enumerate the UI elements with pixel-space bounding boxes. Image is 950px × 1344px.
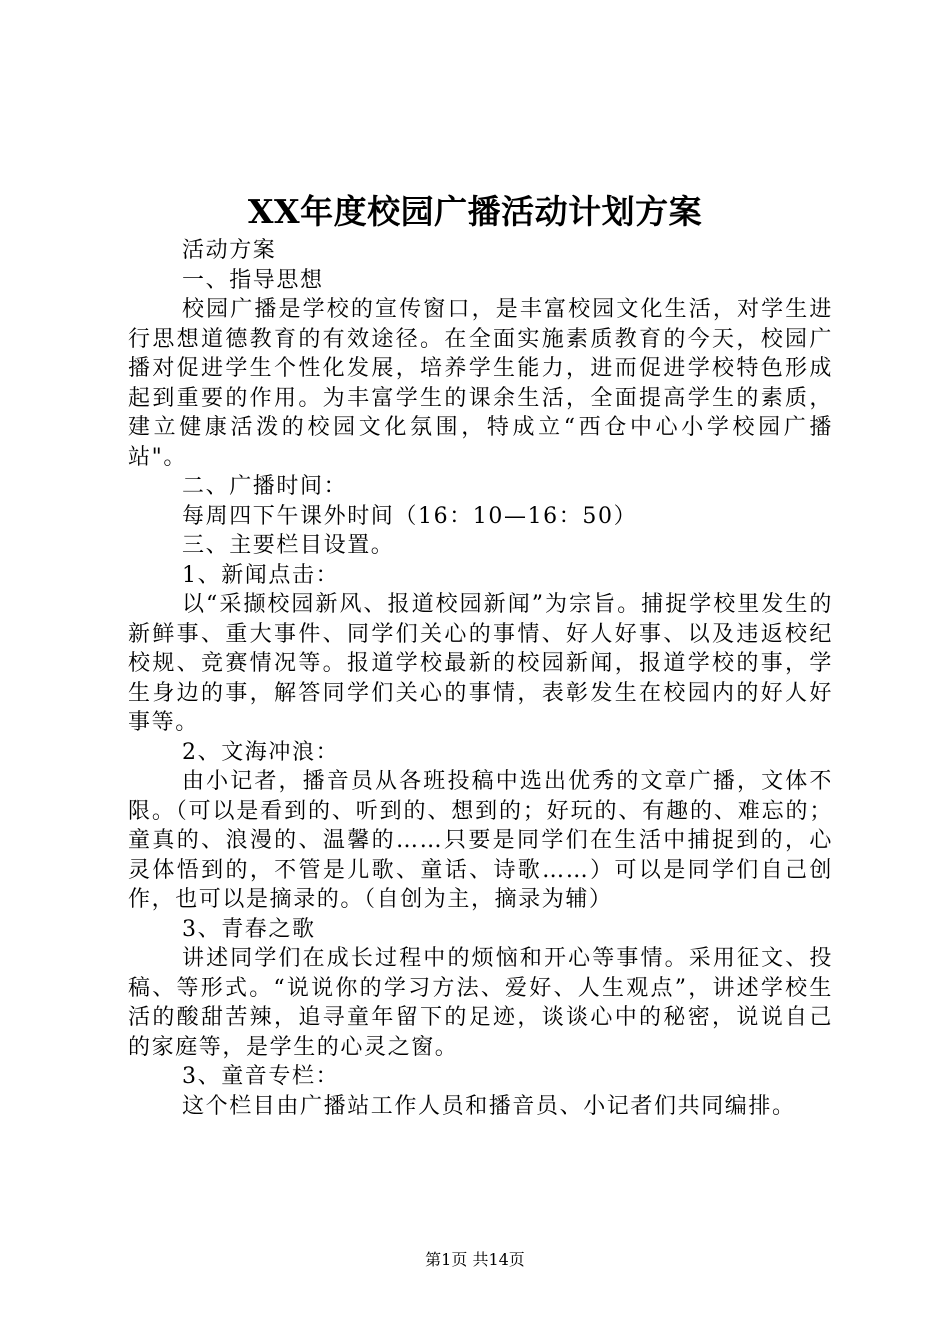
paragraph-literary-surf: 由小记者，播音员从各班投稿中选出优秀的文章广播，文体不限。（可以是看到的、听到的、想到的；好玩的、有趣的、难忘的；童真的、浪漫的、温馨的……只要是同学们在生活中捕捉到的，心灵体悟到的，不管是儿歌、童话、诗歌……）可以是同学们自己创作，也可以是摘录的。（自创为主，摘录为辅） (128, 769, 833, 912)
heading-guiding-ideology: 一、指导思想 (182, 267, 324, 293)
paragraph-children-voice: 这个栏目由广播站工作人员和播音员、小记者们共同编排。 (182, 1093, 796, 1119)
section-label: 活动方案 (182, 238, 277, 263)
document-body (128, 236, 833, 1121)
heading-literary-surf: 2、文海冲浪： (182, 739, 340, 765)
paragraph-guiding-ideology: 校园广播是学校的宣传窗口，是丰富校园文化生活，对学生进行思想道德教育的有效途径。在全面实施素质教育的今天，校园广播对促进学生个性化发展，培养学生能力，进而促进学校特色形成起到重要的作用。为丰富学生的课余生活，全面提高学生的素质，建立健康活泼的校园文化氛围，特成立“西仓中心小学校园广播站"。 (128, 297, 833, 470)
page-footer: 第1页 共14页 (425, 1250, 525, 1269)
heading-youth-song: 3、青春之歌 (182, 916, 316, 942)
paragraph-youth-song: 讲述同学们在成长过程中的烦恼和开心等事情。采用征文、投稿、等形式。“说说你的学习方法、爱好、人生观点”，讲述学校生活的酸甜苦辣，追寻童年留下的足迹，谈谈心中的秘密，说说自己的家庭等，是学生的心灵之窗。 (128, 946, 833, 1060)
heading-children-voice: 3、童音专栏： (182, 1064, 340, 1089)
heading-main-columns: 三、主要栏目设置。 (182, 533, 395, 558)
document-title: XX年度校园广播活动计划方案 (247, 192, 703, 231)
broadcast-time-text: 每周四下午课外时间（16：10—16：50） (182, 503, 638, 529)
heading-broadcast-time: 二、广播时间： (182, 474, 348, 499)
paragraph-news-click: 以“采撷校园新风、报道校园新闻”为宗旨。捕捉学校里发生的新鲜事、重大事件、同学们关心的事情、好人好事、以及违返校纪校规、竞赛情况等。报道学校最新的校园新闻，报道学校的事，学生身边的事，解答同学们关心的事情，表彰发生在校园内的好人好事等。 (128, 592, 833, 735)
heading-news-click: 1、新闻点击： (182, 562, 340, 588)
